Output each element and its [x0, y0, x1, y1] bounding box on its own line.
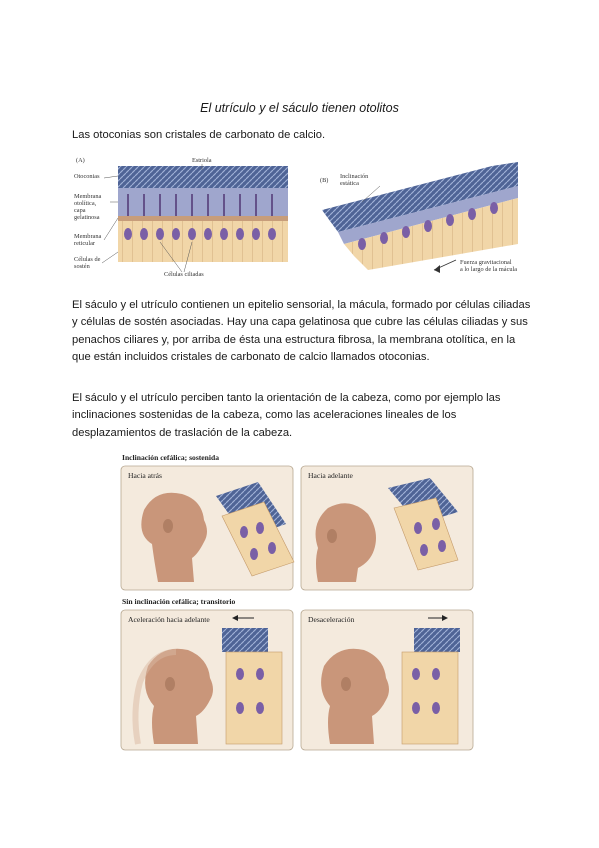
label-reticular-1: Membrana [74, 233, 102, 240]
label-membrana-2: otolítica, [74, 200, 97, 207]
paragraph-macula: El sáculo y el utrículo contienen un epitelio sensorial, la mácula, formado por células ciliadas y células de sostén asociadas. Hay una capa gelatinosa que cubre las células ciliadas y sus penachos ciliares y, por arriba de ésta una estructura fibrosa, la membrana otolítica, en la que están incluidos cristales de carbonato de calcio llamados otoconias. [72, 299, 531, 363]
label-reticular-2: reticular [74, 240, 95, 247]
macula-illustration [72, 152, 532, 280]
section-sin-inclinacion-title: Sin inclinación cefálica; transitorio [122, 597, 236, 606]
label-fuerza-1: Fuerza gravitacional [460, 259, 512, 266]
label-membrana-3: capa [74, 207, 86, 214]
figure-macula-diagram [72, 152, 532, 280]
label-membrana-1: Membrana [74, 193, 102, 200]
section-inclinacion-title: Inclinación cefálica; sostenida [122, 453, 220, 462]
panel-aceleracion-title: Aceleración hacia adelante [128, 615, 210, 624]
paragraph-orientacion: El sáculo y el utrículo perciben tanto la orientación de la cabeza, como por ejemplo las inclinaciones sostenidas de la cabeza, como las aceleraciones lineales de los desplazamientos de traslación de la cabeza. [72, 392, 501, 439]
document-title: El utrículo y el sáculo tienen otolitos [200, 101, 399, 115]
label-fuerza-2: a lo largo de la mácula [460, 266, 518, 273]
figure-head-tilt [118, 452, 478, 757]
label-membrana-4: gelatinosa [74, 214, 100, 221]
label-inclinacion-1: Inclinación [340, 173, 369, 180]
panel-desaceleracion [301, 610, 473, 750]
panel-hacia-atras-title: Hacia atrás [128, 471, 162, 480]
head-tilt-illustration [118, 452, 478, 757]
label-sosten-1: Células de [74, 256, 101, 263]
paragraph-otoconias: Las otoconias son cristales de carbonato de calcio. [72, 129, 326, 141]
label-estriola: Estriola [192, 157, 212, 164]
label-inclinacion-2: estática [340, 180, 359, 187]
panel-hacia-atras [121, 466, 294, 590]
panel-aceleracion [121, 610, 293, 750]
panel-b-letter: (B) [320, 177, 329, 184]
label-sosten-2: sostén [74, 263, 90, 270]
label-celulas-ciliadas: Células ciliadas [164, 271, 204, 278]
panel-desaceleracion-title: Desaceleración [308, 615, 355, 624]
label-otoconias: Otoconias [74, 173, 100, 180]
panel-hacia-adelante-title: Hacia adelante [308, 471, 353, 480]
panel-hacia-adelante [301, 466, 473, 590]
panel-a-letter: (A) [76, 157, 85, 164]
panel-a-tissue [102, 164, 288, 272]
